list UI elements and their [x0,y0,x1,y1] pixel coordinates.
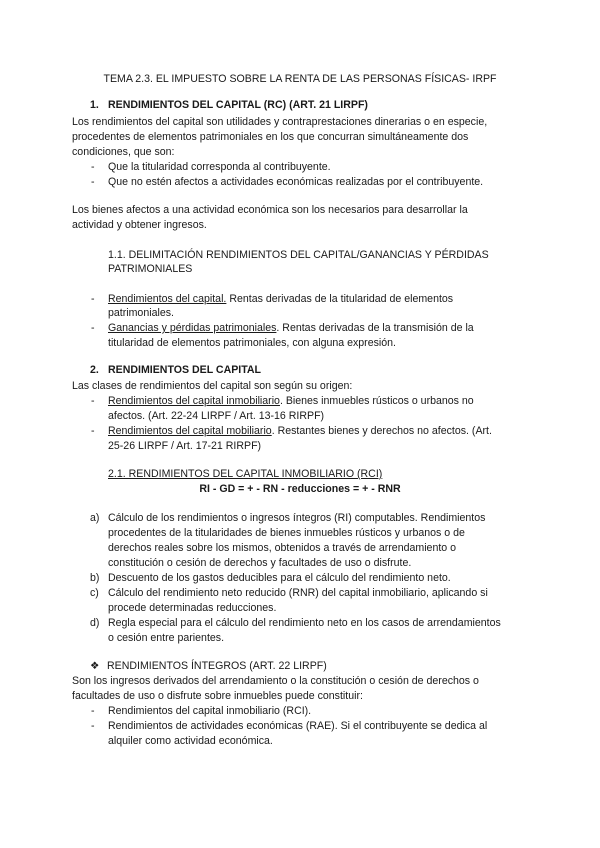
term: Ganancias y pérdidas patrimoniales [108,322,277,334]
diamond-bullet-icon: ❖ [90,660,100,672]
paragraph-line: Son los ingresos derivados del arrendamiento o la constitución o cesión de derechos o [72,675,479,687]
bullet-text: Que la titularidad corresponda al contribuyente. [108,161,331,173]
paragraph-line: procedentes de elementos patrimoniales en los que concurran simultáneamente dos [72,131,469,143]
bullet-text: Rendimientos de actividades económicas (RAE). Si el contribuyente se dedica al [108,720,488,732]
list-item-cont: titularidad de elementos patrimoniales, con alguna expresión. [108,337,396,349]
step-line: o cesión entre parientes. [108,632,225,644]
integros-heading: RENDIMIENTOS ÍNTEGROS (ART. 22 LIRPF) [107,660,327,672]
step-marker: d) [90,617,100,629]
definition: . Restantes bienes y derechos no afectos. (Art. [271,425,492,437]
subsection-1-1-heading-cont: PATRIMONIALES [108,263,193,275]
term: Rendimientos del capital inmobiliario [108,395,280,407]
bullet-dash: - [91,705,95,717]
step-line: procede determinadas reducciones. [108,602,277,614]
formula: RI - GD = + - RN - reducciones = + - RNR [199,483,401,495]
definition: . Bienes inmuebles rústicos o urbanos no [279,395,474,407]
definition: . Rentas derivadas de la transmisión de la [276,322,474,334]
paragraph-line: Las clases de rendimientos del capital son según su origen: [72,380,353,392]
bullet-text: Rendimientos del capital inmobiliario (RCI). [108,705,312,717]
section-1-heading: RENDIMIENTOS DEL CAPITAL (RC) (ART. 21 LIRPF) [108,99,368,111]
bullet-dash: - [91,720,95,732]
document-title: TEMA 2.3. EL IMPUESTO SOBRE LA RENTA DE LAS PERSONAS FÍSICAS- IRPF [103,73,497,85]
paragraph-line: facultades de uso o disfrute sobre inmuebles puede constituir: [72,690,363,702]
definition: Rentas derivadas de la titularidad de elementos [226,293,454,305]
list-item [108,424,492,439]
list-item [108,292,453,307]
step-line: derechos reales sobre los mismos, obtenidos a través de arrendamiento o [108,542,457,554]
section-2-number: 2. [90,364,99,376]
section-2-heading: RENDIMIENTOS DEL CAPITAL [108,364,262,376]
section-1-number: 1. [90,99,99,111]
step-line: Cálculo del rendimiento neto reducido (RNR) del capital inmobiliario, aplicando si [108,587,488,599]
bullet-dash: - [91,425,95,437]
bullet-text-cont: alquiler como actividad económica. [108,735,273,747]
step-line: Descuento de los gastos deducibles para el cálculo del rendimiento neto. [108,572,451,584]
bullet-text: Que no estén afectos a actividades económicas realizadas por el contribuyente. [108,176,484,188]
paragraph-line: Los rendimientos del capital son utilidades y contraprestaciones dinerarias o en especie, [72,116,488,128]
step-line: constitución o cesión de derechos y facultades de uso o disfrute. [108,557,412,569]
paragraph-line: actividad y obtener ingresos. [72,219,207,231]
bullet-dash: - [91,395,95,407]
step-marker: a) [90,512,100,524]
list-item-cont: afectos. (Art. 22-24 LIRPF / Art. 13-16 RIRPF) [108,410,325,422]
list-item-cont: patrimoniales. [108,307,174,319]
list-item [108,321,474,336]
bullet-dash: - [91,322,95,334]
subsection-2-1-heading: 2.1. RENDIMIENTOS DEL CAPITAL INMOBILIARIO (RCI) [108,468,383,480]
paragraph-line: Los bienes afectos a una actividad económica son los necesarios para desarrollar la [72,204,468,216]
bullet-dash: - [91,176,95,188]
list-item-cont: 25-26 LIRPF / Art. 17-21 RIRPF) [108,440,262,452]
subsection-1-1-heading: 1.1. DELIMITACIÓN RENDIMIENTOS DEL CAPITAL/GANANCIAS Y PÉRDIDAS [108,249,489,261]
term: Rendimientos del capital. [108,293,227,305]
step-marker: c) [90,587,99,599]
step-line: procedentes de la titularidades de bienes inmuebles rústicos y urbanos o de [108,527,465,539]
list-item [108,394,474,409]
bullet-dash: - [91,293,95,305]
paragraph-line: condiciones, que son: [72,146,175,158]
step-line: Cálculo de los rendimientos o ingresos íntegros (RI) computables. Rendimientos [108,512,486,524]
bullet-dash: - [91,161,95,173]
step-line: Regla especial para el cálculo del rendimiento neto en los casos de arrendamientos [108,617,501,629]
term: Rendimientos del capital mobiliario [108,425,272,437]
step-marker: b) [90,572,100,584]
